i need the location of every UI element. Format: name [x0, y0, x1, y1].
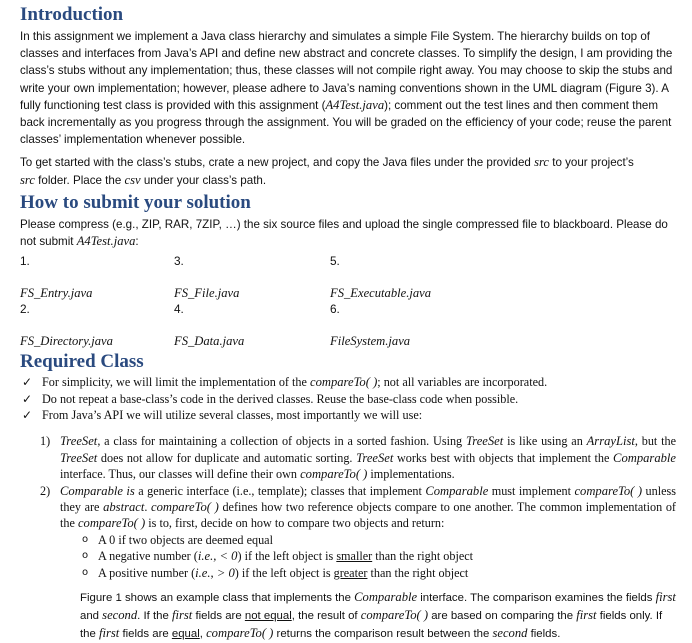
code-ref: abstract	[103, 500, 145, 515]
file-name: FS_File.java	[174, 286, 240, 301]
code-ref: first	[171, 608, 193, 623]
text: A positive number (	[98, 565, 196, 580]
text: ,	[199, 628, 207, 641]
text: defines how two reference objects compare to one another. The common implementation of the	[60, 500, 676, 531]
code-ref: TreeSet	[356, 450, 394, 465]
text: In this assignment we implement a Java class hierarchy and simulates a simple File System. The hierarchy builds on top of classes and interfaces from Java’s API and define new abstract and concrete classes. To simplify the design, I am providing the class’s stubs without any implementation; thus, these classes will not compile right away. You may choose to skip the stubs and write your own implementation; however, please adhere to Java’s naming conventions shown in the UML diagram (Figure 3). A fully functioning test class is provided with this assignment (	[20, 30, 673, 112]
code-ref: compareTo( )	[206, 626, 274, 641]
code-ref: ArrayList	[586, 434, 635, 449]
circle-bullet-icon: o	[82, 566, 89, 578]
code-ref: TreeSet	[465, 434, 504, 449]
text: is	[126, 483, 135, 498]
code-ref: src	[20, 172, 35, 187]
file-num: 5.	[330, 254, 340, 269]
file-name: FS_Data.java	[174, 334, 245, 349]
list-item	[40, 433, 677, 482]
text: under your class’s path.	[140, 173, 267, 187]
intro-paragraph	[20, 28, 676, 148]
text: implementations.	[367, 467, 455, 482]
text: than the right object	[367, 565, 469, 580]
text: and	[80, 610, 103, 623]
text: ) if the left object is	[234, 565, 334, 580]
text: interface. The comparison examines the fields	[417, 592, 656, 605]
required-heading: Required Class	[20, 351, 144, 373]
code-ref: compareTo( )	[309, 375, 378, 390]
code-ref: Comparable	[354, 590, 418, 605]
list-item	[20, 391, 676, 407]
file-item	[20, 253, 174, 301]
file-name: FS_Executable.java	[330, 286, 432, 301]
text: , a class for maintaining a collection of objects in a sorted fashion. Using	[97, 434, 466, 449]
emphasis: greater	[333, 565, 368, 580]
text: , but the	[634, 434, 677, 449]
code-ref: second	[102, 608, 138, 623]
submit-heading: How to submit your solution	[20, 191, 251, 213]
return-value-list	[60, 532, 676, 581]
text: a generic interface (i.e., template); classes that implement	[134, 483, 426, 498]
code-ref: compareTo( )	[151, 500, 219, 515]
text: works best with objects that implement the	[393, 450, 614, 465]
code-ref: compareTo( )	[300, 467, 368, 482]
text: For simplicity, we will limit the implementation of the	[42, 375, 310, 390]
file-num: 2.	[20, 302, 30, 317]
check-icon: ✓	[22, 391, 33, 406]
list-item	[82, 548, 676, 564]
text: Figure 1 shows an example class that implements the	[80, 592, 355, 605]
code-ref: compareTo( )	[77, 516, 146, 531]
file-item	[330, 301, 530, 349]
file-name: FileSystem.java	[330, 334, 411, 349]
code-ref: Comparable	[425, 483, 489, 498]
text: A negative number (	[98, 549, 198, 564]
list-item	[20, 407, 676, 423]
code-ref: TreeSet	[60, 434, 98, 449]
code-ref: compareTo( )	[360, 608, 429, 623]
code-ref: second	[492, 626, 528, 641]
text: . If the	[137, 610, 172, 623]
text: :	[135, 235, 139, 249]
list-item	[82, 565, 676, 581]
text: returns the comparison result between the	[273, 628, 493, 641]
text: is like using an	[503, 434, 587, 449]
api-class-list	[20, 433, 676, 581]
check-icon: ✓	[22, 375, 33, 390]
math: i.e., < 0	[197, 549, 238, 564]
text: Do not repeat a base-class’s code in the derived classes. Reuse the base-class code when possible.	[42, 391, 519, 406]
text: fields only. If the	[80, 610, 663, 641]
file-name: FS_Entry.java	[20, 286, 93, 301]
text: must implement	[488, 483, 575, 498]
code-ref: src	[534, 155, 549, 170]
code-ref: A4Test.java	[76, 234, 136, 249]
file-list	[20, 253, 676, 349]
file-num: 4.	[174, 302, 184, 317]
text: , the result of	[291, 610, 361, 623]
code-ref: csv	[124, 172, 141, 187]
circle-bullet-icon: o	[82, 550, 89, 562]
requirement-checklist	[20, 374, 676, 423]
text: To get started with the class’s stubs, crate a new project, and copy the Java files under the provided	[20, 156, 535, 170]
code-ref: Comparable	[60, 483, 123, 498]
file-num: 1.	[20, 254, 30, 269]
text: ); comment out the test lines and then comment them back incrementally as you progress through the assignment. You will be graded on the efficiency of your code; reuse the parent classes’ implementation whenever possible.	[20, 98, 672, 147]
item-number: 1)	[40, 434, 51, 449]
item-number: 2)	[40, 483, 51, 498]
emphasis: not equal	[244, 610, 292, 623]
text: folder. Place the	[34, 173, 125, 187]
code-ref: Comparable	[613, 450, 677, 465]
submit-paragraph	[20, 216, 676, 250]
code-ref: first	[655, 590, 676, 605]
emphasis: equal	[171, 628, 200, 641]
text: A 0 if two objects are deemed equal	[98, 532, 273, 547]
list-item: 2) Comparable is a generic interface (i.e., template); classes that implement Comparable must implement compareTo( ) unless they are abstract. compareTo( ) defines how two reference objects compare to one another. The common implementation of the compareTo( ) is to, first, decide on how to compare two objects and return: o A 0 if two objects are deemed equal o A negative number (i.e., < 0) if the left object is smaller than the right object o A positive number (i.e., > 0) if the left object is greater than the right object	[40, 483, 677, 580]
code-ref: TreeSet	[60, 450, 98, 465]
code-ref: first	[99, 626, 120, 641]
text: Please compress (e.g., ZIP, RAR, 7ZIP, …) the six source files and upload the single compressed file to blackboard. Please do not submit	[20, 217, 668, 249]
file-item	[174, 253, 330, 301]
code-ref: A4Test.java	[325, 97, 385, 112]
text: unless they are	[60, 483, 677, 515]
text: ) if the left object is	[237, 549, 337, 564]
file-item	[20, 301, 174, 349]
text: fields.	[527, 628, 561, 641]
text: is to, first, decide on how to compare two objects and return:	[145, 516, 445, 531]
file-name: FS_Directory.java	[20, 334, 113, 349]
code-ref: first	[576, 608, 597, 623]
text: From Java’s API we will utilize several classes, most importantly we will use:	[42, 408, 423, 423]
text: fields are	[192, 610, 245, 623]
code-ref: compareTo( )	[574, 483, 643, 498]
math: i.e., > 0	[195, 565, 235, 580]
list-item	[20, 374, 676, 390]
text: fields are	[119, 628, 172, 641]
check-icon: ✓	[22, 408, 33, 423]
text: are based on comparing the	[428, 610, 577, 623]
file-num: 3.	[174, 254, 184, 269]
figure-description	[80, 589, 676, 643]
circle-bullet-icon: o	[82, 533, 89, 545]
setup-paragraph	[20, 154, 676, 188]
file-num: 6.	[330, 302, 340, 317]
file-item	[174, 301, 330, 349]
emphasis: smaller	[336, 549, 373, 564]
list-item	[82, 532, 676, 548]
text: does not allow for duplicate and automatic sorting.	[97, 450, 357, 465]
text: ; not all variables are incorporated.	[377, 375, 548, 390]
file-item	[330, 253, 530, 301]
text: to your project’s	[549, 156, 634, 170]
text: than the right object	[372, 549, 474, 564]
text: interface. Thus, our classes will define their own	[60, 467, 301, 482]
intro-heading: Introduction	[20, 4, 124, 25]
